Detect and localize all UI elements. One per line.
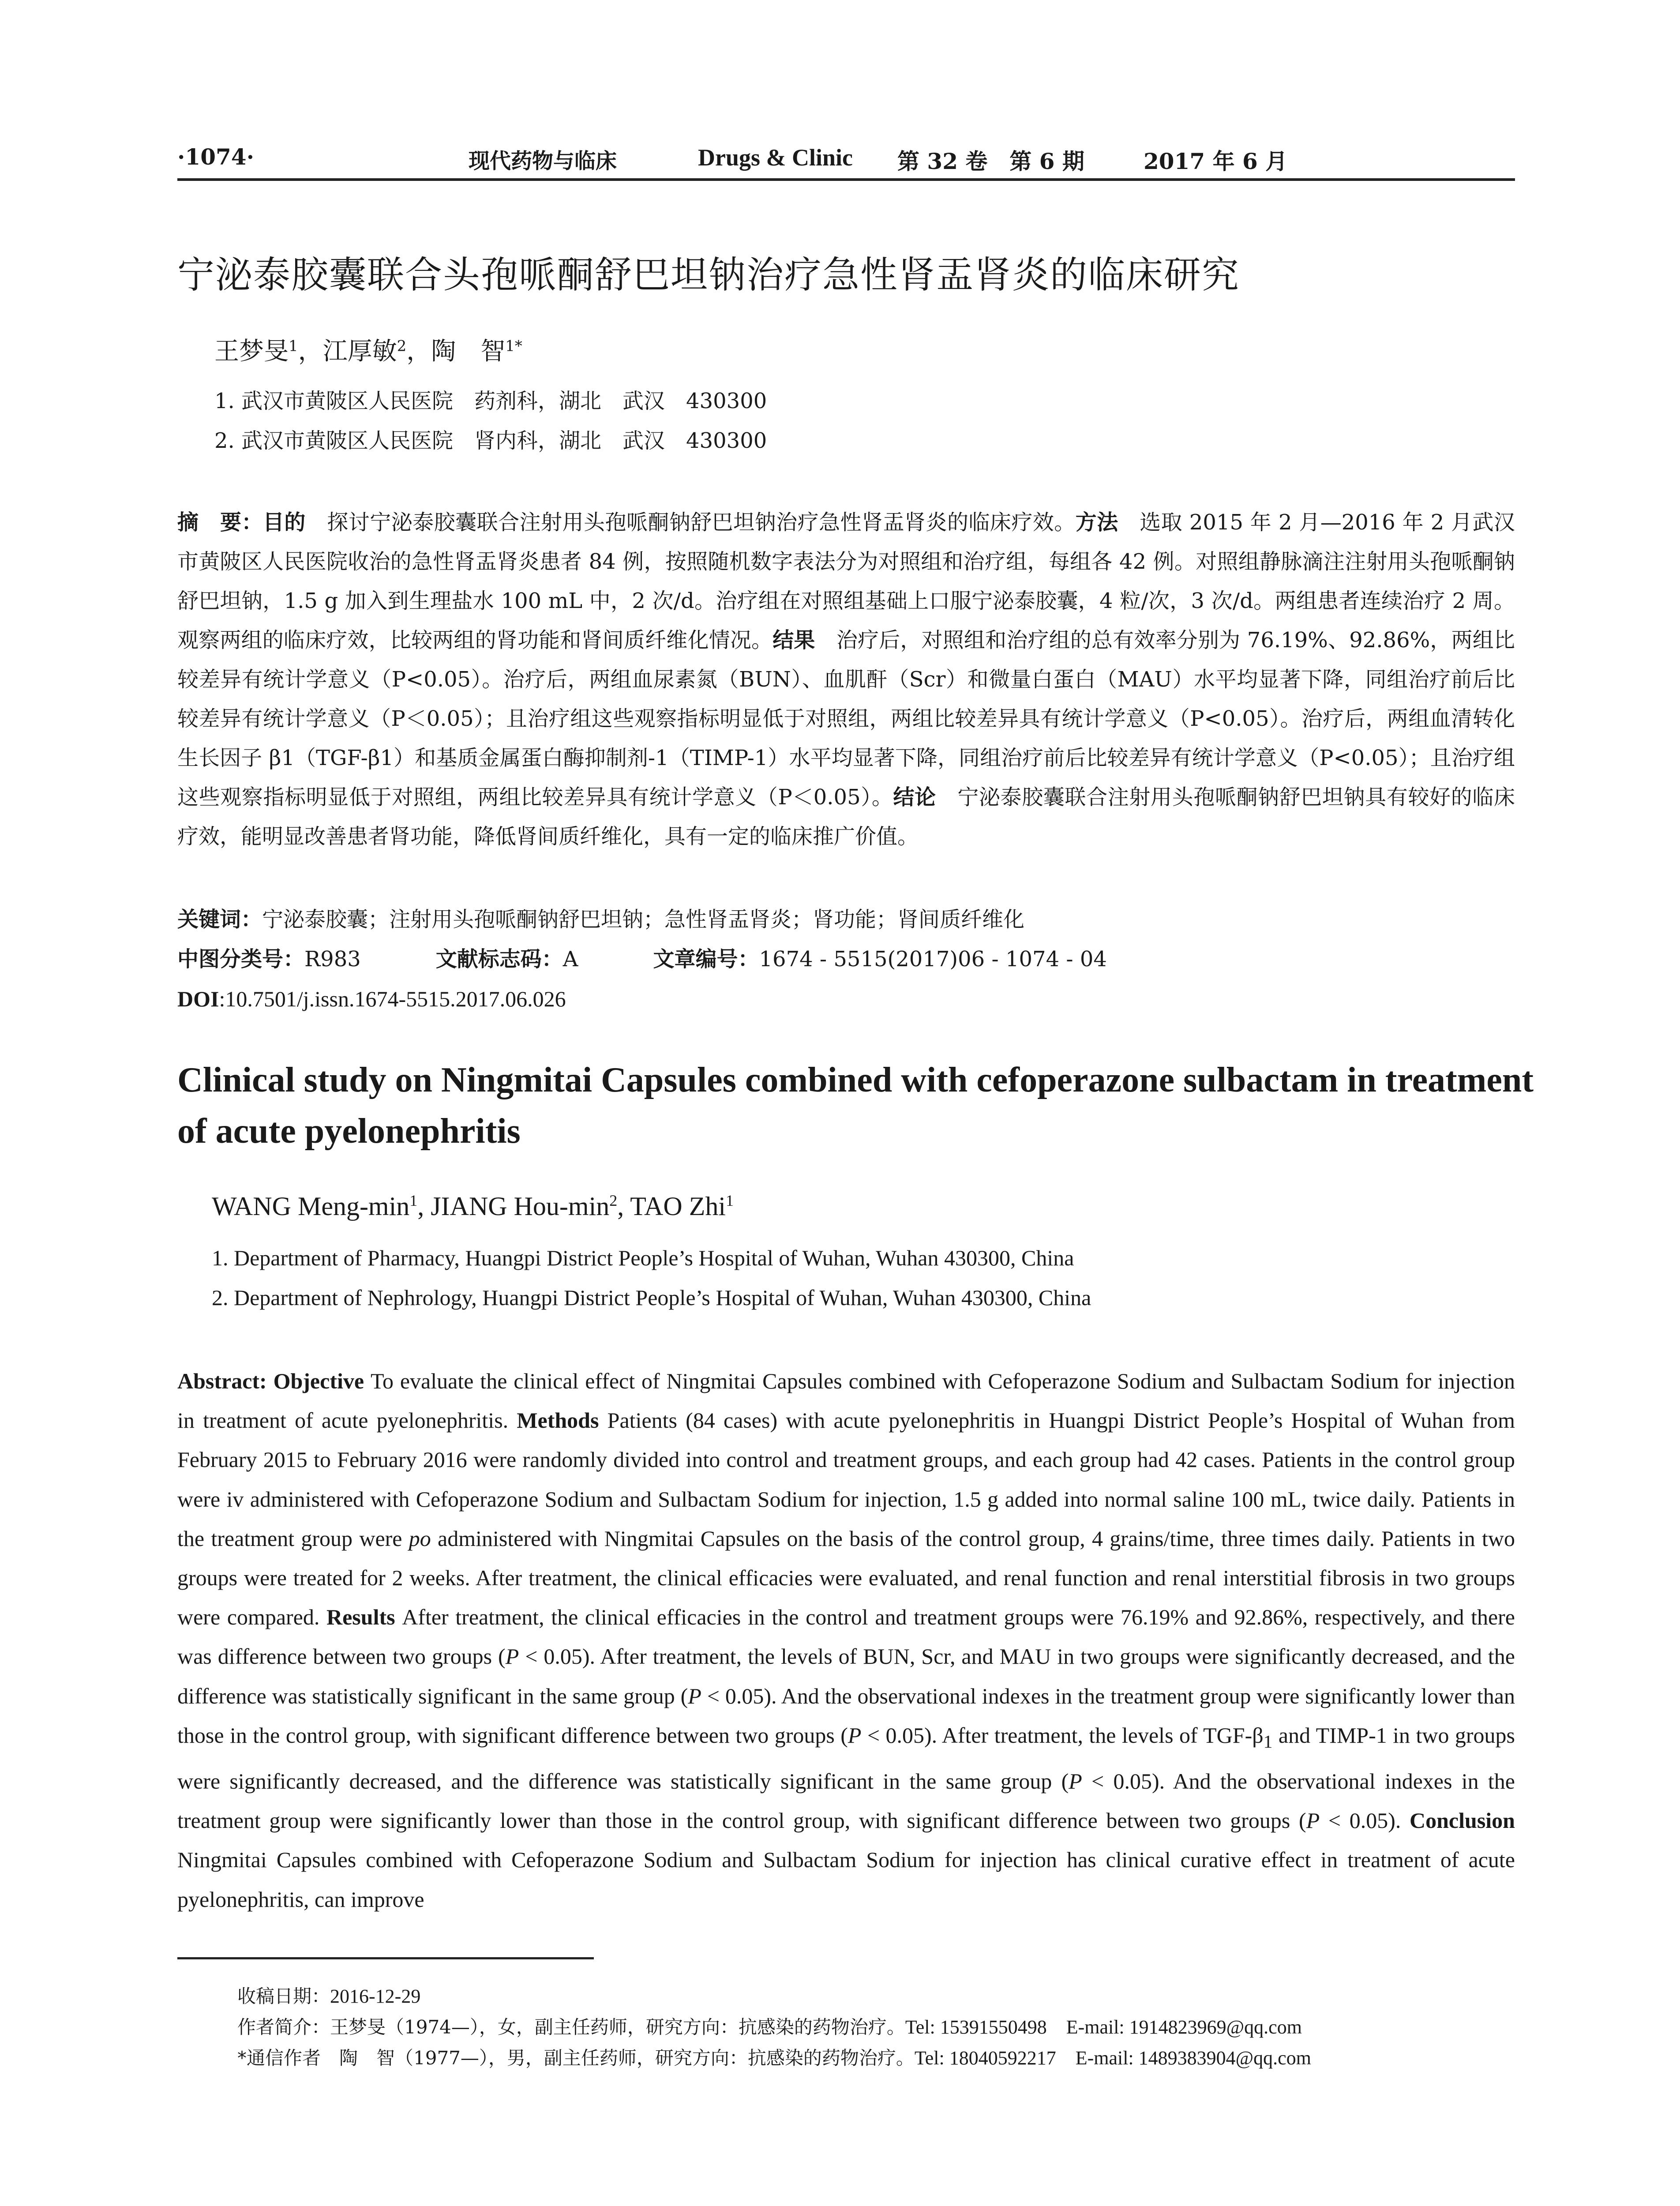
- article-title-en: Clinical study on Ningmitai Capsules combined with cefoperazone sulbactam in treatment of acute pyelonephritis: [177, 1061, 1534, 1151]
- abstract-en: [177, 1362, 1515, 1919]
- footnote-divider: [177, 1957, 594, 1959]
- header-journal-name-en: Drugs & Clinic: [698, 144, 853, 171]
- results-text-4: < 0.05). After treatment, the levels of TGF-β: [861, 1722, 1264, 1748]
- author-name: JIANG Hou-min: [431, 1192, 610, 1221]
- clc-number: 中图分类号：R983: [177, 947, 361, 972]
- p-symbol: P: [1069, 1769, 1082, 1794]
- methods-text-2: administered with Ningmitai Capsules on the basis of the control group, 4 grains/time, three times daily. Patients in two groups were treated for 2 weeks. After treatment, the clinical efficacies were evaluated, and renal function and renal interstitial fibrosis in two groups were compared.: [177, 1526, 1515, 1630]
- author-affiliation-mark: 1: [726, 1192, 734, 1209]
- author-name: 江厚敏: [322, 337, 397, 366]
- author-name: TAO Zhi: [630, 1192, 726, 1221]
- corresponding-author: *通信作者 陶 智（1977—），男，副主任药师，研究方向：抗感染的药物治疗。Tel: 18040592217 E-mail: 1489383904@qq.com: [237, 2047, 1311, 2069]
- conclusion-label: 结论: [893, 785, 958, 810]
- results-text-6: < 0.05). And the observational indexes in the treatment group were significantly lower than those in the control group, with significant difference between two groups (: [177, 1769, 1515, 1833]
- author-separator: ,: [417, 1192, 431, 1221]
- doi-value: :10.7501/j.issn.1674-5515.2017.06.026: [219, 987, 566, 1011]
- conclusion-text: Ningmitai Capsules combined with Cefoperazone Sodium and Sulbactam Sodium for injection has clinical curative effect in treatment of acute pyelonephritis, can improve: [177, 1847, 1515, 1912]
- affiliation-cn-2: 2. 武汉市黄陂区人民医院 肾内科，湖北 武汉 430300: [214, 428, 767, 453]
- p-symbol: P: [848, 1722, 862, 1748]
- author-name: 陶 智: [431, 337, 506, 366]
- objective-text: To evaluate the clinical effect of Ningmitai Capsules combined with Cefoperazone Sodium and Sulbactam Sodium for injection in treatment of acute pyelonephritis.: [177, 1369, 1515, 1433]
- methods-label: Methods: [517, 1408, 608, 1433]
- p-symbol: P: [688, 1683, 701, 1708]
- classification-line: [177, 940, 1515, 979]
- results-text-1: After treatment, the clinical efficacies in the control and treatment groups were 76.19% and 92.86%, respectively, and there was difference between two groups (: [177, 1605, 1515, 1669]
- keywords-text: 宁泌泰胶囊；注射用头孢哌酮钠舒巴坦钠；急性肾盂肾炎；肾功能；肾间质纤维化: [262, 907, 1025, 932]
- methods-label: 方法: [1075, 510, 1140, 535]
- affiliation-cn-1: 1. 武汉市黄陂区人民医院 药剂科，湖北 武汉 430300: [214, 389, 767, 413]
- objective-text: 探讨宁泌泰胶囊联合注射用头孢哌酮钠舒巴坦钠治疗急性肾盂肾炎的临床疗效。: [327, 510, 1076, 535]
- affiliation-en-2: 2. Department of Nephrology, Huangpi District People’s Hospital of Wuhan, Wuhan 430300, China: [212, 1285, 1091, 1310]
- author-separator: ，: [406, 337, 431, 366]
- header-volume-issue: 第 32 卷 第 6 期: [897, 148, 1084, 174]
- conclusion-text: 宁泌泰胶囊联合注射用头孢哌酮钠舒巴坦钠具有较好的临床疗效，能明显改善患者肾功能，降低肾间质纤维化，具有一定的临床推广价值。: [177, 785, 1515, 849]
- author-affiliation-mark: 2: [609, 1192, 618, 1209]
- results-text-2: < 0.05). After treatment, the levels of BUN, Scr, and MAU in two groups were significantly decreased, and the difference was statistically significant in the same group (: [177, 1644, 1515, 1708]
- keywords-label: 关键词：: [177, 907, 262, 932]
- methods-text-1: Patients (84 cases) with acute pyelonephritis in Huangpi District People’s Hospital of Wuhan from February 2015 to February 2016 were randomly divided into control and treatment groups, and each group had 42 cases. Patients in the control group were iv administered with Cefoperazone Sodium and Sulbactam Sodium for injection, 1.5 g added into normal saline 100 mL, twice daily. Patients in the treatment group were: [177, 1408, 1515, 1551]
- methods-po: po: [409, 1526, 431, 1551]
- doi-label: DOI: [177, 987, 219, 1011]
- results-label: Results: [326, 1605, 402, 1630]
- author-list-cn: [214, 332, 522, 367]
- header-date: 2017 年 6 月: [1144, 148, 1288, 174]
- author-name: 王梦旻: [214, 337, 289, 366]
- header-page-number: ·1074·: [177, 144, 254, 170]
- subscript-one: 1: [1263, 1731, 1273, 1752]
- results-text: 治疗后，对照组和治疗组的总有效率分别为 76.19%、92.86%，两组比较差异有统计学意义（P<0.05）。治疗后，两组血尿素氮（BUN）、血肌酐（Scr）和微量白蛋白（MAU）水平均显著下降，同组治疗前后比较差异有统计学意义（P＜0.05）；且治疗组这些观察指标明显低于对照组，两组比较差异具有统计学意义（P<0.05）。治疗后，两组血清转化生长因子 β1（TGF-β1）和基质金属蛋白酶抑制剂-1（TIMP-1）水平均显著下降，同组治疗前后比较差异有统计学意义（P<0.05）；且治疗组这些观察指标明显低于对照组，两组比较差异具有统计学意义（P＜0.05）。: [177, 628, 1515, 810]
- article-title-cn: 宁泌泰胶囊联合头孢哌酮舒巴坦钠治疗急性肾盂肾炎的临床研究: [177, 253, 1240, 296]
- abstract-label: 摘 要：: [177, 510, 263, 535]
- author-affiliation-mark: 1: [289, 337, 298, 355]
- abstract-objective-label: Abstract: Objective: [177, 1369, 371, 1393]
- results-label: 结果: [772, 628, 836, 653]
- author-affiliation-mark: 1: [409, 1192, 418, 1209]
- author-list-en: [212, 1191, 734, 1222]
- running-header: [177, 140, 1515, 181]
- p-symbol: P: [505, 1644, 519, 1669]
- p-symbol: P: [1306, 1808, 1320, 1833]
- author-affiliation-mark: 1*: [505, 337, 522, 355]
- results-text-7: < 0.05).: [1320, 1808, 1410, 1833]
- author-name: WANG Meng-min: [212, 1192, 410, 1221]
- author-bio: 作者简介：王梦旻（1974—），女，副主任药师，研究方向：抗感染的药物治疗。Tel: 15391550498 E-mail: 1914823969@qq.com: [237, 2016, 1302, 2038]
- abstract-cn: [177, 503, 1515, 856]
- conclusion-label: Conclusion: [1410, 1808, 1515, 1833]
- author-separator: ，: [298, 337, 323, 366]
- results-text-5: and TIMP-1 in two groups were significantly decreased, and the difference was statistically significant in the same group (: [177, 1722, 1515, 1794]
- header-journal-name-cn: 现代药物与临床: [469, 149, 617, 173]
- author-affiliation-mark: 2: [397, 337, 407, 355]
- doi-line: [177, 979, 1515, 1019]
- affiliation-en-1: 1. Department of Pharmacy, Huangpi District People’s Hospital of Wuhan, Wuhan 430300, China: [212, 1246, 1074, 1270]
- keywords-cn: [177, 900, 1515, 939]
- methods-text: 选取 2015 年 2 月—2016 年 2 月武汉市黄陂区人民医院收治的急性肾盂肾炎患者 84 例，按照随机数字表法分为对照组和治疗组，每组各 42 例。对照组静脉滴注注射用头孢哌酮钠舒巴坦钠，1.5 g 加入到生理盐水 100 mL 中，2 次/d。治疗组在对照组基础上口服宁泌泰胶囊，4 粒/次，3 次/d。两组患者连续治疗 2 周。观察两组的临床疗效，比较两组的肾功能和肾间质纤维化情况。: [177, 510, 1515, 653]
- received-date: 收稿日期：2016-12-29: [237, 1985, 421, 2007]
- objective-label: 目的: [262, 510, 327, 535]
- article-id: 文章编号：1674 - 5515(2017)06 - 1074 - 04: [653, 947, 1107, 972]
- results-text-3: < 0.05). And the observational indexes in the treatment group were significantly lower than those in the control group, with significant difference between two groups (: [177, 1683, 1515, 1748]
- footnotes: [237, 1981, 1517, 2074]
- author-separator: ,: [617, 1192, 630, 1221]
- document-code: 文献标志码：A: [435, 947, 578, 972]
